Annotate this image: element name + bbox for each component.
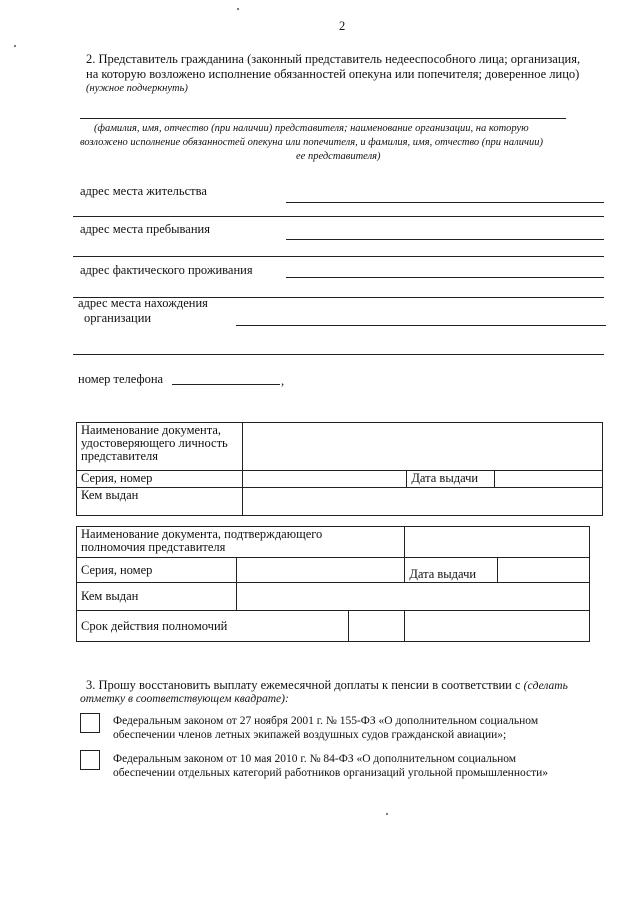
section2-heading-line1: 2. Представитель гражданина (законный представитель недееспособного лица; организация,	[86, 52, 581, 66]
representative-hint-line2: возложено исполнение обязанностей опекуна или попечителя, и фамилия, имя, отчество (при наличии)	[80, 137, 543, 148]
option-155fz-line1: Федеральным законом от 27 ноября 2001 г. № 155-ФЗ «О дополнительном социальном	[113, 715, 539, 727]
auth-issue-date-field[interactable]	[498, 558, 590, 583]
auth-doc-label-line1: Наименование документа, подтверждающего	[81, 527, 323, 541]
scan-speck	[14, 45, 16, 47]
section2-heading-line2: на которую возложено исполнение обязанностей опекуна или попечителя; доверенное лицо)	[86, 67, 580, 81]
section3-note-end: отметку в соответствующем квадрате):	[80, 693, 289, 705]
auth-issued-by-label: Кем выдан	[77, 583, 237, 611]
authority-document-name-field[interactable]	[405, 527, 590, 558]
auth-series-field[interactable]	[236, 558, 405, 583]
id-document-table	[76, 422, 603, 516]
option-155fz-label	[113, 714, 538, 742]
representative-hint-line3: ее представителя)	[296, 151, 381, 162]
phone-line[interactable]	[172, 384, 280, 385]
org-address-label-line2: организации	[84, 311, 152, 325]
auth-issued-by-field[interactable]	[236, 583, 589, 611]
stay-address-label: адрес места пребывания	[80, 222, 210, 236]
stay-address-line[interactable]	[286, 239, 604, 240]
option-84fz-checkbox[interactable]	[80, 750, 100, 770]
section3-note-start: (сделать	[523, 680, 568, 692]
id-document-name-label	[77, 423, 243, 471]
auth-validity-label: Срок действия полномочий	[77, 611, 349, 642]
option-155fz-checkbox[interactable]	[80, 713, 100, 733]
org-address-line-2[interactable]	[73, 354, 604, 355]
auth-validity-spacer	[349, 611, 405, 642]
option-84fz-line2: обеспечении отдельных категорий работников организаций угольной промышленности»	[113, 767, 549, 779]
id-doc-label-line2: удостоверяющего личность	[81, 436, 228, 450]
auth-issue-date-label: Дата выдачи	[405, 558, 498, 583]
section2-note: (нужное подчеркнуть)	[86, 83, 188, 94]
residence-address-line-2[interactable]	[73, 216, 604, 217]
scan-speck	[237, 8, 239, 10]
id-doc-label-line3: представителя	[81, 449, 158, 463]
actual-address-label: адрес фактического проживания	[80, 263, 253, 277]
phone-comma: ,	[281, 374, 285, 388]
id-document-name-field[interactable]	[242, 423, 602, 471]
id-issued-by-field[interactable]	[242, 488, 602, 516]
representative-name-line[interactable]	[80, 118, 566, 119]
id-issue-date-field[interactable]	[495, 471, 603, 488]
residence-address-line[interactable]	[286, 202, 604, 203]
option-84fz-label	[113, 752, 548, 780]
auth-series-label: Серия, номер	[77, 558, 237, 583]
id-series-label: Серия, номер	[77, 471, 243, 488]
auth-validity-field[interactable]	[405, 611, 590, 642]
id-doc-label-line1: Наименование документа,	[81, 423, 222, 437]
authority-document-table	[76, 526, 590, 642]
stay-address-line-2[interactable]	[73, 256, 604, 257]
residence-address-label: адрес места жительства	[80, 184, 207, 198]
page-number: 2	[339, 19, 346, 33]
id-issued-by-label: Кем выдан	[77, 488, 243, 516]
id-issue-date-label: Дата выдачи	[407, 471, 495, 488]
option-155fz-line2: обеспечении членов летных экипажей воздушных судов гражданской авиации»;	[113, 729, 507, 741]
id-series-field[interactable]	[242, 471, 407, 488]
option-84fz-line1: Федеральным законом от 10 мая 2010 г. № 84-ФЗ «О дополнительном социальном	[113, 753, 517, 765]
section3-line1	[86, 678, 568, 693]
org-address-label-line1: адрес места нахождения	[78, 296, 208, 310]
org-address-line[interactable]	[236, 325, 606, 326]
representative-hint-line1: (фамилия, имя, отчество (при наличии) представителя; наименование организации, на которую	[94, 123, 529, 134]
phone-label: номер телефона	[78, 372, 164, 386]
actual-address-line[interactable]	[286, 277, 604, 278]
authority-document-name-label	[77, 527, 405, 558]
scan-speck	[386, 813, 388, 815]
section3-text: 3. Прошу восстановить выплату ежемесячной доплаты к пенсии в соответствии с	[86, 678, 521, 692]
auth-doc-label-line2: полномочия представителя	[81, 540, 226, 554]
